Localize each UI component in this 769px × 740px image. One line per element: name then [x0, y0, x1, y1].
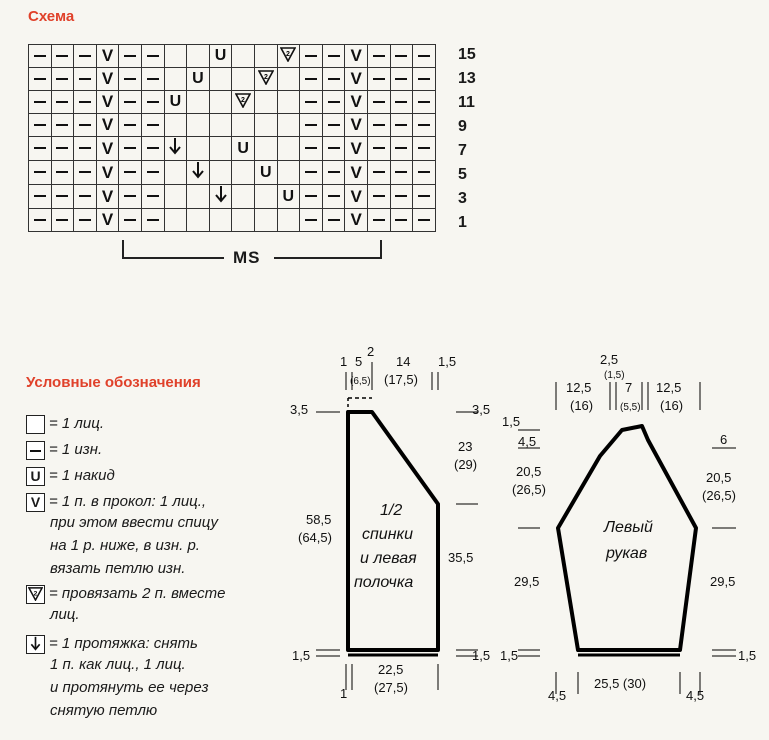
row-number: 11	[458, 94, 475, 111]
legend-heading: Условные обозначения	[26, 374, 201, 391]
sleeve-dim-15-upper: 1,5	[502, 414, 521, 429]
sleeve-dim-205-left: 20,5	[516, 464, 542, 479]
body-dim-14b: (17,5)	[384, 372, 418, 387]
twisted-stitch-symbol: V	[345, 185, 368, 209]
sleeve-dim-16-left: (16)	[570, 398, 594, 413]
chart-heading: Схема	[28, 8, 75, 25]
body-label-line-1: 1/2	[380, 502, 403, 519]
legend-text: = 1 протяжка: снять	[49, 635, 198, 652]
twisted-stitch-legend-icon: V	[26, 493, 45, 512]
sleeve-dim-295-left: 29,5	[514, 574, 540, 589]
twisted-stitch-symbol: V	[96, 185, 119, 209]
sleeve-dim-6: 6	[720, 432, 728, 447]
legend-text: = 1 накид	[49, 467, 115, 484]
svg-text:2: 2	[241, 96, 246, 104]
body-label-line-2: спинки	[362, 526, 413, 543]
legend-text: = провязать 2 п. вместе	[49, 585, 226, 602]
yarn-over-legend-icon: U	[26, 467, 45, 486]
sleeve-label-line-1: Левый	[604, 519, 653, 536]
body-dim-585b: (64,5)	[298, 530, 332, 545]
ms-label: MS	[233, 248, 261, 267]
legend-text: = 1 п. в прокол: 1 лиц.,	[49, 493, 207, 510]
twisted-stitch-symbol: V	[96, 137, 119, 161]
sleeve-dim-7: 7	[625, 380, 633, 395]
body-dim-2: 2	[367, 344, 375, 359]
body-dim-1: 1	[340, 354, 348, 369]
twisted-stitch-symbol: V	[345, 209, 368, 232]
sleeve-dim-45: 4,5	[518, 434, 537, 449]
sleeve-dim-25: 2,5	[600, 352, 619, 367]
body-label-line-3: и левая	[360, 550, 417, 567]
yarn-over-symbol: U	[209, 45, 232, 68]
legend-continuation: вязать петлю изн.	[50, 560, 186, 577]
twisted-stitch-symbol: V	[345, 137, 368, 161]
legend-continuation: на 1 р. ниже, в изн. р.	[50, 537, 200, 554]
body-dim-355: 35,5	[448, 550, 474, 565]
legend-continuation: при этом ввести спицу	[50, 514, 218, 531]
body-dim-225b: (27,5)	[374, 680, 408, 695]
sleeve-dim-16-right: (16)	[660, 398, 684, 413]
row-number: 15	[458, 46, 476, 63]
sleeve-outline	[558, 426, 696, 650]
legend-continuation: и протянуть ее через	[50, 679, 209, 696]
sleeve-dim-205-right: 20,5	[706, 470, 732, 485]
twisted-stitch-symbol: V	[96, 114, 119, 137]
row-number: 13	[458, 70, 476, 87]
sleeve-piece	[500, 352, 756, 703]
sleeve-dim-295-right: 29,5	[710, 574, 736, 589]
body-dim-585: 58,5	[306, 512, 332, 527]
sleeve-label-line-2: рукав	[606, 545, 648, 562]
yarn-over-symbol: U	[164, 91, 187, 114]
legend-text: = 1 лиц.	[49, 415, 104, 432]
body-dim-15-right: 1,5	[472, 648, 491, 663]
sleeve-dim-15-lower-left: 1,5	[500, 648, 519, 663]
legend-continuation: 1 п. как лиц., 1 лиц.	[50, 656, 186, 673]
yarn-over-symbol: U	[232, 137, 255, 161]
sleeve-dim-125-right: 12,5	[656, 380, 682, 395]
sleeve-dim-15-lower-right: 1,5	[738, 648, 757, 663]
twisted-stitch-symbol: V	[96, 209, 119, 232]
twisted-stitch-symbol: V	[96, 68, 119, 91]
svg-text:2: 2	[33, 589, 38, 597]
yarn-over-symbol: U	[277, 185, 300, 209]
twisted-stitch-symbol: V	[96, 45, 119, 68]
twisted-stitch-symbol: V	[345, 45, 368, 68]
legend-text: = 1 изн.	[49, 441, 103, 458]
body-dim-35-right: 3,5	[472, 402, 491, 417]
row-number: 7	[458, 142, 467, 159]
row-number: 1	[458, 214, 467, 231]
row-number: 9	[458, 118, 467, 135]
svg-text:2: 2	[263, 73, 268, 81]
body-dim-5: 5	[355, 354, 363, 369]
body-dim-15-top: 1,5	[438, 354, 457, 369]
body-dim-1-bottom: 1	[340, 686, 348, 701]
yarn-over-symbol: U	[254, 161, 277, 185]
row-number: 5	[458, 166, 467, 183]
body-dim-23b: (29)	[454, 457, 478, 472]
sleeve-dim-255: 25,5 (30)	[594, 676, 647, 691]
sleeve-dim-15b: (1,5)	[604, 370, 625, 381]
sleeve-dim-55: (5,5)	[620, 402, 641, 413]
sleeve-dim-125-left: 12,5	[566, 380, 592, 395]
sleeve-dim-265-right: (26,5)	[702, 488, 736, 503]
body-dim-35-left: 3,5	[290, 402, 309, 417]
twisted-stitch-symbol: V	[345, 114, 368, 137]
legend-continuation: лиц.	[50, 606, 80, 623]
body-dim-15-left: 1,5	[292, 648, 311, 663]
body-dim-5b: (6,5)	[350, 376, 371, 387]
legend-continuation: снятую петлю	[50, 702, 158, 719]
body-label-line-4: полочка	[354, 574, 414, 591]
sleeve-dim-45-bottom-right: 4,5	[686, 688, 705, 703]
twisted-stitch-symbol: V	[96, 91, 119, 114]
svg-text:2: 2	[286, 50, 291, 58]
yarn-over-symbol: U	[187, 68, 210, 91]
body-piece	[290, 344, 490, 701]
body-dim-225: 22,5	[378, 662, 404, 677]
row-number: 3	[458, 190, 467, 207]
body-dim-14: 14	[396, 354, 411, 369]
twisted-stitch-symbol: V	[345, 161, 368, 185]
sleeve-dim-45-bottom-left: 4,5	[548, 688, 567, 703]
twisted-stitch-symbol: V	[96, 161, 119, 185]
sleeve-dim-265-left: (26,5)	[512, 482, 546, 497]
twisted-stitch-symbol: V	[345, 68, 368, 91]
body-dim-23: 23	[458, 439, 473, 454]
twisted-stitch-symbol: V	[345, 91, 368, 114]
